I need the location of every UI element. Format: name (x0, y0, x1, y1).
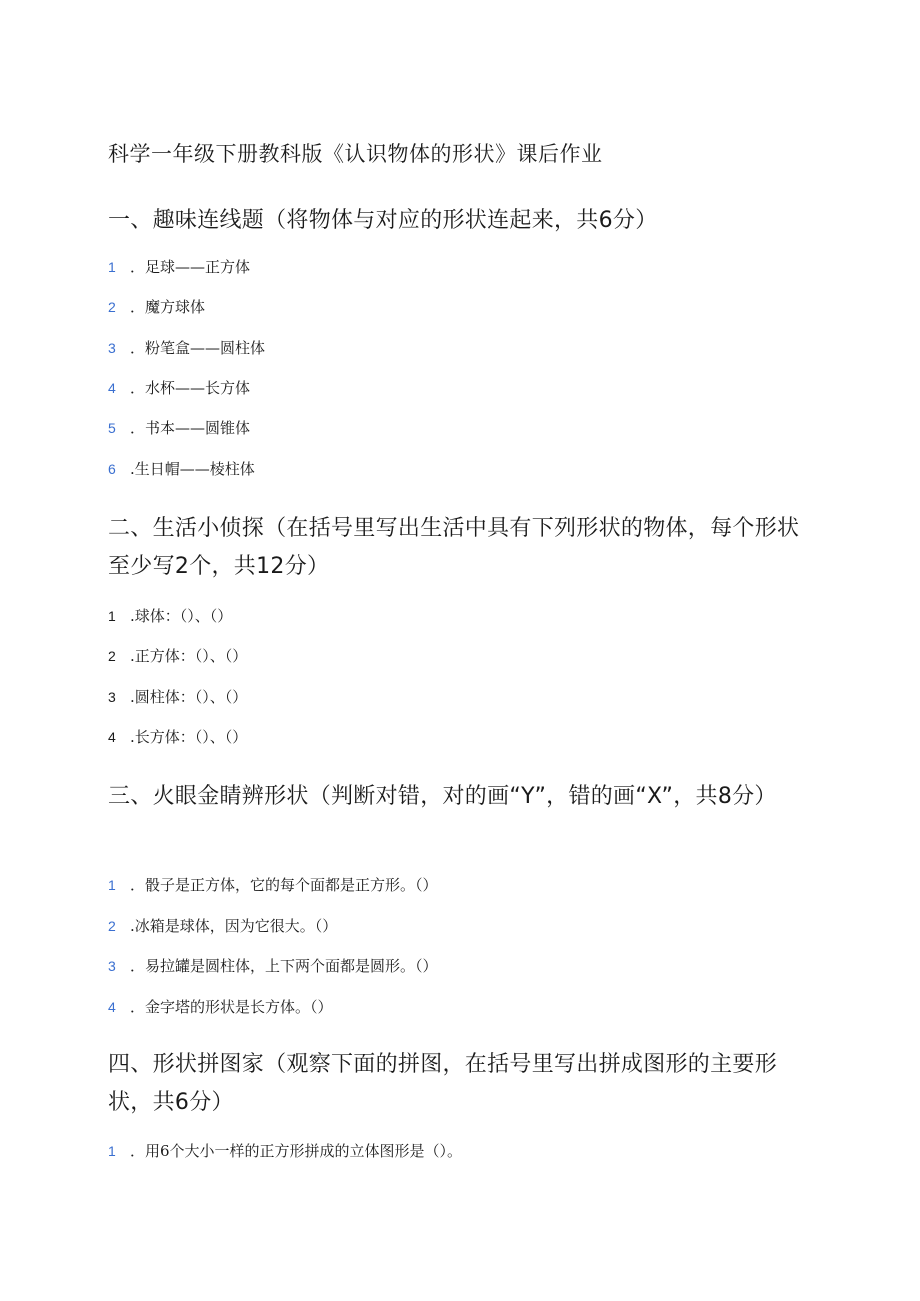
section-3-item-2 (108, 915, 337, 937)
item-number: 1 (108, 1143, 116, 1159)
item-number: 5 (108, 420, 116, 436)
item-number: 3 (108, 958, 116, 974)
section-3-item-1 (108, 874, 438, 896)
item-text: ．粉笔盒——圆柱体 (130, 339, 266, 357)
item-number: 1 (108, 608, 116, 624)
item-text: ．骰子是正方体，它的每个面都是正方形。（） (130, 876, 438, 894)
section-4-heading: 四、形状拼图家（观察下面的拼图，在括号里写出拼成图形的主要形状，共6分） (108, 1052, 778, 1115)
section-1-item-2 (108, 296, 205, 318)
item-text: ．书本——圆锥体 (130, 419, 251, 437)
item-text: .圆柱体：（）、（） (130, 688, 248, 706)
item-number: 4 (108, 729, 116, 745)
item-number: 3 (108, 340, 116, 356)
section-3-item-4 (108, 996, 333, 1018)
item-number: 6 (108, 461, 116, 477)
item-number: 4 (108, 380, 116, 396)
item-text: ．水杯——长方体 (130, 379, 251, 397)
section-2-item-4 (108, 726, 247, 748)
section-2-item-1 (108, 605, 232, 627)
document-title: 科学一年级下册教科版《认识物体的形状》课后作业 (108, 142, 603, 166)
item-number: 1 (108, 877, 116, 893)
section-4-item-1 (108, 1140, 462, 1162)
item-text: ．足球——正方体 (130, 258, 251, 276)
item-number: 4 (108, 999, 116, 1015)
item-text: ．用6个大小一样的正方形拼成的立体图形是（）。 (130, 1142, 463, 1160)
item-text: .生日帽——棱柱体 (130, 460, 255, 478)
section-3-heading: 三、火眼金睛辨形状（判断对错，对的画“Y”，错的画“X”，共8分） (108, 784, 777, 809)
section-3-item-3 (108, 955, 438, 977)
item-number: 2 (108, 299, 116, 315)
section-2-item-3 (108, 686, 247, 708)
section-2-heading: 二、生活小侦探（在括号里写出生活中具有下列形状的物体，每个形状至少写2个，共12分） (108, 516, 800, 579)
section-2-item-2 (108, 645, 247, 667)
section-1-item-5 (108, 417, 250, 439)
section-1-heading: 一、趣味连线题（将物体与对应的形状连起来，共6分） (108, 208, 658, 233)
item-text: .正方体：（）、（） (130, 647, 248, 665)
item-number: 3 (108, 689, 116, 705)
section-1-item-3 (108, 337, 265, 359)
item-number: 2 (108, 648, 116, 664)
item-text: ．金字塔的形状是长方体。（） (130, 998, 333, 1016)
item-text: ．魔方球体 (130, 298, 206, 316)
item-text: .长方体：（）、（） (130, 728, 248, 746)
item-text: .球体：（）、（） (130, 607, 233, 625)
item-text: ．易拉罐是圆柱体，上下两个面都是圆形。（） (130, 957, 438, 975)
section-1-item-1 (108, 256, 250, 278)
item-number: 2 (108, 918, 116, 934)
item-number: 1 (108, 259, 116, 275)
section-1-item-6 (108, 458, 255, 480)
item-text: .冰箱是球体，因为它很大。（） (130, 917, 338, 935)
section-1-item-4 (108, 377, 250, 399)
